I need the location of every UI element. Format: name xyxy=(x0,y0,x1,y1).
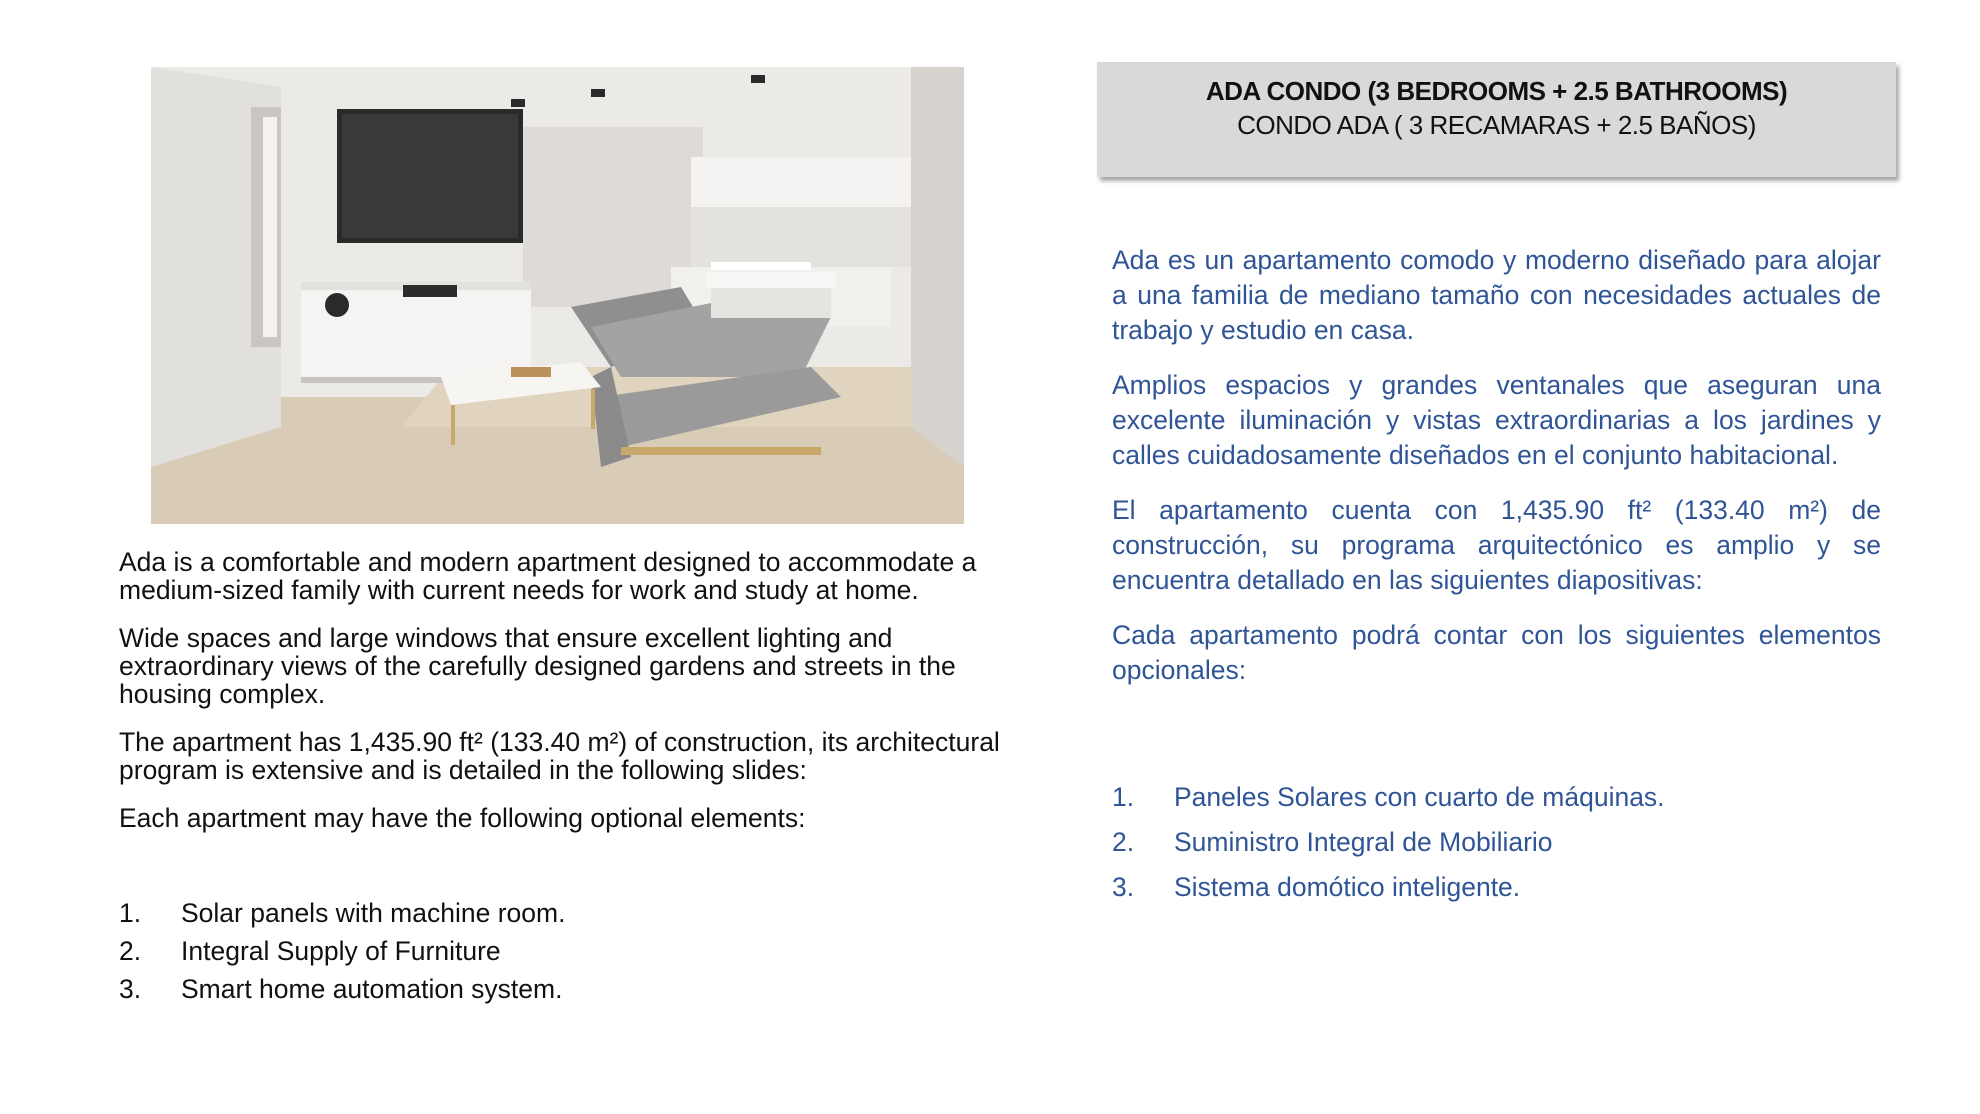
english-options-list xyxy=(119,894,1019,1008)
english-paragraph: The apartment has 1,435.90 ft² (133.40 m²) of construction, its architectural program is extensive and is detailed in the following slides: xyxy=(119,727,1000,785)
title-header-box xyxy=(1097,62,1896,177)
list-item-number: 1. xyxy=(1112,782,1135,812)
list-item xyxy=(119,932,1019,970)
list-item-number: 3. xyxy=(119,974,142,1004)
spanish-options-list xyxy=(1112,775,1881,910)
list-item xyxy=(1112,820,1881,865)
spanish-paragraph: El apartamento cuenta con 1,435.90 ft² (133.40 m²) de construcción, su programa arquitectónico es amplio y se encuentra detallado en las siguientes diapositivas: xyxy=(1112,495,1881,595)
page-title-english: ADA CONDO (3 BEDROOMS + 2.5 BATHROOMS) xyxy=(1205,76,1788,106)
english-paragraph: Wide spaces and large windows that ensure excellent lighting and extraordinary views of the carefully designed gardens and streets in the housing complex. xyxy=(119,623,956,709)
list-item-text: Integral Supply of Furniture xyxy=(181,936,501,966)
spanish-paragraph: Ada es un apartamento comodo y moderno diseñado para alojar a una familia de mediano tamaño con necesidades actuales de trabajo y estudio en casa. xyxy=(1112,245,1881,345)
page-title-spanish: CONDO ADA ( 3 RECAMARAS + 2.5 BAÑOS) xyxy=(1237,110,1756,140)
list-item-text: Paneles Solares con cuarto de máquinas. xyxy=(1174,782,1665,812)
english-paragraph: Ada is a comfortable and modern apartment designed to accommodate a medium-sized family with current needs for work and study at home. xyxy=(119,547,977,605)
list-item-text: Sistema domótico inteligente. xyxy=(1174,872,1521,902)
list-item-number: 1. xyxy=(119,898,142,928)
list-item xyxy=(119,894,1019,932)
list-item xyxy=(1112,775,1881,820)
list-item-text: Suministro Integral de Mobiliario xyxy=(1174,827,1553,857)
list-item-number: 2. xyxy=(119,936,142,966)
english-description xyxy=(119,548,1019,1008)
english-paragraph: Each apartment may have the following optional elements: xyxy=(119,803,806,833)
list-item-number: 3. xyxy=(1112,872,1135,902)
list-item-number: 2. xyxy=(1112,827,1135,857)
spanish-paragraph: Amplios espacios y grandes ventanales que aseguran una excelente iluminación y vistas extraordinarias a los jardines y calles cuidadosamente diseñados en el conjunto habitacional. xyxy=(1112,370,1881,470)
list-item-text: Smart home automation system. xyxy=(181,974,563,1004)
living-room-render-image xyxy=(151,67,964,524)
spanish-paragraph: Cada apartamento podrá contar con los siguientes elementos opcionales: xyxy=(1112,620,1881,685)
list-item xyxy=(1112,865,1881,910)
spanish-description xyxy=(1112,243,1881,910)
list-item-text: Solar panels with machine room. xyxy=(181,898,566,928)
list-item xyxy=(119,970,1019,1008)
